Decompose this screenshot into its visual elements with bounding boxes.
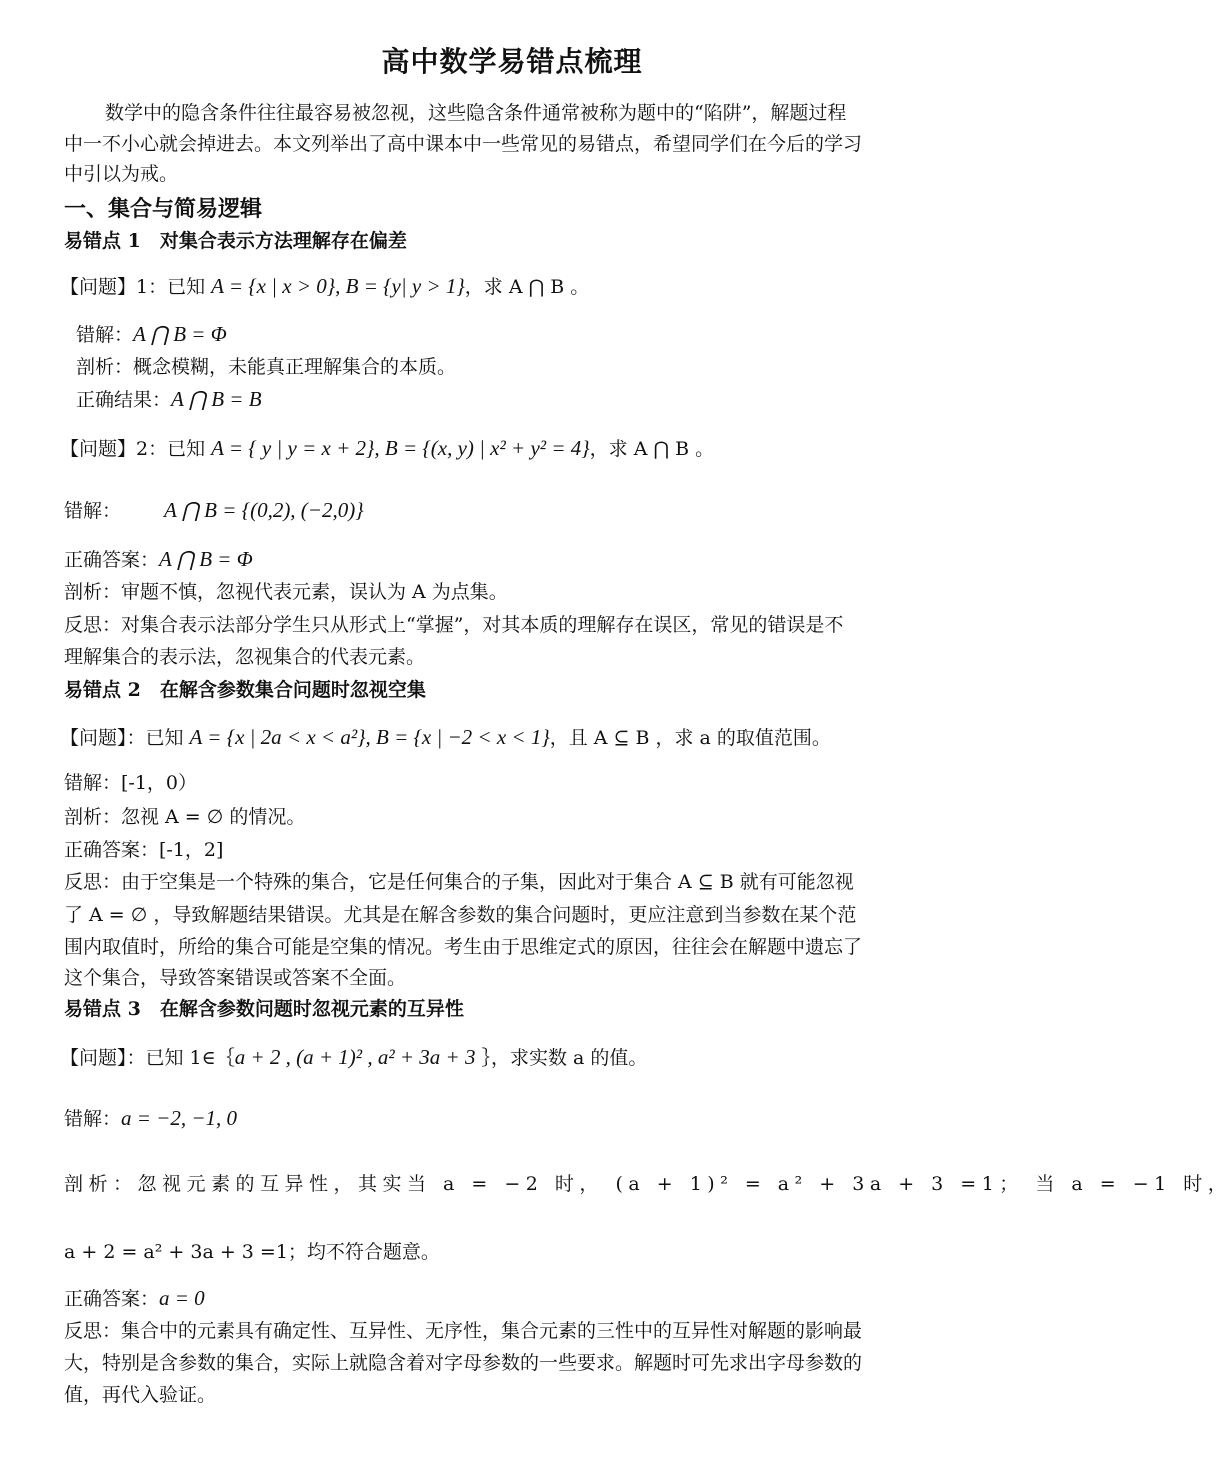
problem-3-wrong: 错解：[-1，0） — [64, 772, 198, 794]
problem-4-reflect-3: 值，再代入验证。 — [64, 1384, 217, 1406]
point-3-heading: 易错点 3 在解含参数问题时忽视元素的互异性 — [64, 998, 464, 1020]
problem-3-analysis: 剖析：忽视 A = ∅ 的情况。 — [64, 806, 306, 828]
correct-math: A ⋂ B = B — [171, 387, 262, 411]
problem-2 — [60, 436, 714, 461]
problem-2-reflect-1: 反思：对集合表示法部分学生只从形式上“掌握”，对其本质的理解存在误区，常见的错误是不 — [64, 614, 844, 636]
problem-3-correct: 正确答案：[-1，2] — [64, 839, 224, 861]
problem-3-reflect-3: 围内取值时，所给的集合可能是空集的情况。考生由于思维定式的原因，往往会在解题中遗忘了 — [64, 936, 863, 958]
problem-2-correct — [64, 547, 253, 572]
problem-4-suffix: ｝，求实数 a 的值。 — [475, 1047, 648, 1069]
point-2-heading: 易错点 2 在解含参数集合问题时忽视空集 — [64, 679, 426, 701]
problem-3-mid: ，且 A ⊆ B ，求 a — [549, 727, 711, 749]
wrong-label: 错解： — [76, 324, 134, 346]
problem-1-wrong — [76, 322, 227, 347]
problem-1-correct — [76, 387, 262, 412]
intro-line-3: 中引以为戒。 — [64, 163, 179, 185]
correct-math: A ⋂ B = Φ — [159, 547, 253, 571]
problem-2-reflect-2: 理解集合的表示法，忽视集合的代表元素。 — [64, 646, 426, 668]
correct-label: 正确结果： — [76, 389, 172, 411]
problem-1-analysis: 剖析：概念模糊，未能真正理解集合的本质。 — [76, 356, 457, 378]
problem-3-reflect-1: 反思：由于空集是一个特殊的集合，它是任何集合的子集，因此对于集合 A ⊆ B 就有可能忽视 — [64, 871, 854, 893]
correct-math: a = 0 — [159, 1286, 205, 1310]
intro-line-1: 数学中的隐含条件往往最容易被忽视，这些隐含条件通常被称为题中的“陷阱”，解题过程 — [105, 102, 847, 124]
problem-3 — [60, 725, 831, 750]
problem-3-reflect-4: 这个集合，导致答案错误或答案不全面。 — [64, 967, 407, 989]
problem-4-analysis-1: 剖析：忽视元素的互异性，其实当 a = −2 时， (a + 1)² = a² + 3a + 3 =1； 当 a = −1 时， — [64, 1173, 1232, 1195]
wrong-math: A ⋂ B = Φ — [133, 322, 227, 346]
problem-3-math: A = {x | 2a < x < a²}, B = {x | −2 < x < 1} — [189, 725, 550, 749]
point-1-heading: 易错点 1 对集合表示方法理解存在偏差 — [64, 230, 407, 252]
page-title: 高中数学易错点梳理 — [381, 45, 643, 78]
problem-4-prefix: 【问题】：已知 1∈｛ — [60, 1047, 235, 1069]
problem-1-math: A = {x | x > 0}, B = {y| y > 1} — [211, 274, 465, 298]
problem-4-math: a + 2 , (a + 1)² , a² + 3a + 3 — [234, 1045, 476, 1069]
problem-4-wrong — [64, 1106, 237, 1131]
problem-4 — [60, 1045, 647, 1070]
problem-3-prefix: 【问题】：已知 — [60, 727, 190, 749]
correct-label: 正确答案： — [64, 549, 160, 571]
problem-2-suffix: ，求 A ⋂ B 。 — [589, 438, 715, 460]
problem-4-reflect-1: 反思：集合中的元素具有确定性、互异性、无序性，集合元素的三性中的互异性对解题的影响最 — [64, 1320, 863, 1342]
correct-label: 正确答案： — [64, 1288, 160, 1310]
problem-3-suffix: 的取值范围。 — [710, 727, 831, 749]
problem-4-reflect-2: 大，特别是含参数的集合，实际上就隐含着对字母参数的一些要求。解题时可先求出字母参数的 — [64, 1352, 863, 1374]
problem-2-analysis: 剖析：审题不慎，忽视代表元素，误认为 A 为点集。 — [64, 581, 508, 603]
problem-2-wrong — [64, 498, 364, 523]
wrong-label: 错解： — [64, 1108, 122, 1130]
wrong-label: 错解： — [64, 500, 122, 522]
problem-2-prefix: 【问题】2：已知 — [60, 438, 212, 460]
problem-1-prefix: 【问题】1：已知 — [60, 276, 212, 298]
problem-4-correct — [64, 1286, 205, 1311]
problem-2-math: A = { y | y = x + 2}, B = {(x, y) | x² + y² = 4} — [211, 436, 590, 460]
intro-line-2: 中一不小心就会掉进去。本文列举出了高中课本中一些常见的易错点，希望同学们在今后的学习 — [64, 133, 863, 155]
section-heading: 一、集合与简易逻辑 — [64, 196, 263, 222]
wrong-math: A ⋂ B = {(0,2), (−2,0)} — [164, 498, 364, 522]
wrong-math: a = −2, −1, 0 — [121, 1106, 238, 1130]
problem-3-reflect-2: 了 A = ∅ ，导致解题结果错误。尤其是在解含参数的集合问题时，更应注意到当参数在某个范 — [64, 904, 857, 926]
problem-1-suffix: ，求 A ⋂ B 。 — [464, 276, 590, 298]
problem-1 — [60, 274, 589, 299]
problem-4-analysis-2: a + 2 = a² + 3a + 3 =1；均不符合题意。 — [64, 1241, 440, 1263]
